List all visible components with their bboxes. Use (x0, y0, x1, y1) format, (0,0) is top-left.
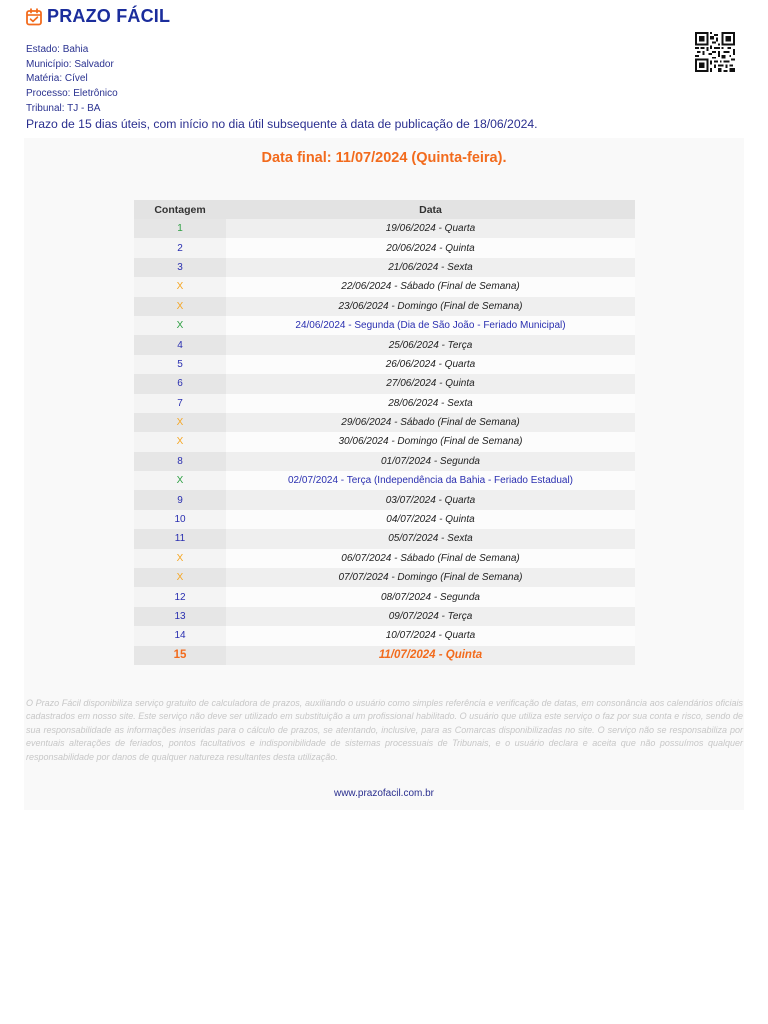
table-row (134, 374, 635, 393)
deadline-description: Prazo de 15 dias úteis, com início no dia útil subsequente à data de publicação de 18/06/2024. (26, 117, 538, 131)
row-date: 30/06/2024 - Domingo (Final de Semana) (226, 432, 635, 451)
row-date: 02/07/2024 - Terça (Independência da Bahia - Feriado Estadual) (226, 471, 635, 490)
table-row (134, 529, 635, 548)
row-date: 05/07/2024 - Sexta (226, 529, 635, 548)
table-row (134, 432, 635, 451)
final-date: Data final: 11/07/2024 (Quinta-feira). (261, 150, 507, 166)
row-count: 2 (134, 238, 226, 257)
row-count: 7 (134, 394, 226, 413)
table-body (134, 219, 635, 665)
row-date: 22/06/2024 - Sábado (Final de Semana) (226, 277, 635, 296)
meta-processo: Processo: Eletrônico (26, 88, 118, 100)
table-row (134, 626, 635, 645)
row-date: 21/06/2024 - Sexta (226, 258, 635, 277)
row-count: X (134, 471, 226, 490)
row-count: 5 (134, 355, 226, 374)
table-row (134, 316, 635, 335)
row-date: 28/06/2024 - Sexta (226, 394, 635, 413)
row-count: X (134, 316, 226, 335)
row-date: 04/07/2024 - Quinta (226, 510, 635, 529)
row-date: 07/07/2024 - Domingo (Final de Semana) (226, 568, 635, 587)
row-count: 6 (134, 374, 226, 393)
table-header-row (134, 200, 635, 219)
row-date: 01/07/2024 - Segunda (226, 452, 635, 471)
row-date: 11/07/2024 - Quinta (226, 646, 635, 665)
meta-municipio: Município: Salvador (26, 58, 114, 70)
row-date: 10/07/2024 - Quarta (226, 626, 635, 645)
row-count: 10 (134, 510, 226, 529)
row-count: 9 (134, 490, 226, 509)
row-date: 23/06/2024 - Domingo (Final de Semana) (226, 297, 635, 316)
row-date: 20/06/2024 - Quinta (226, 238, 635, 257)
meta-estado: Estado: Bahia (26, 44, 89, 55)
table-row (134, 587, 635, 606)
row-count: 13 (134, 607, 226, 626)
case-info (26, 43, 118, 117)
row-count: 1 (134, 219, 226, 238)
row-count: 11 (134, 529, 226, 548)
table-row (134, 646, 635, 665)
calendar-check-icon (25, 8, 43, 26)
table-row (134, 335, 635, 354)
table-row (134, 471, 635, 490)
header-date: Data (226, 200, 635, 219)
table-row (134, 394, 635, 413)
qr-code-icon (695, 32, 735, 72)
row-date: 19/06/2024 - Quarta (226, 219, 635, 238)
meta-materia: Matéria: Cível (26, 73, 88, 85)
table-row (134, 219, 635, 238)
row-date: 26/06/2024 - Quarta (226, 355, 635, 374)
row-count: 3 (134, 258, 226, 277)
row-count: 4 (134, 335, 226, 354)
table-row (134, 238, 635, 257)
row-date: 27/06/2024 - Quinta (226, 374, 635, 393)
brand-name: PRAZO FÁCIL (47, 6, 171, 26)
meta-tribunal: Tribunal: TJ - BA (26, 102, 101, 114)
row-count: X (134, 432, 226, 451)
table-row (134, 355, 635, 374)
table-row (134, 258, 635, 277)
row-count: X (134, 413, 226, 432)
row-date: 06/07/2024 - Sábado (Final de Semana) (226, 549, 635, 568)
table-row (134, 510, 635, 529)
row-date: 25/06/2024 - Terça (226, 335, 635, 354)
row-count: 12 (134, 587, 226, 606)
table-row (134, 413, 635, 432)
brand-logo (25, 6, 170, 27)
row-count: X (134, 568, 226, 587)
table-row (134, 568, 635, 587)
row-date: 03/07/2024 - Quarta (226, 490, 635, 509)
table-row (134, 297, 635, 316)
table-row (134, 277, 635, 296)
table-row (134, 452, 635, 471)
row-count: 8 (134, 452, 226, 471)
table-row (134, 490, 635, 509)
disclaimer-text: O Prazo Fácil disponibiliza serviço gratuito de calculadora de prazos, auxiliando o usuário como simples referência e verificação de datas, em consonância aos calendários oficiais cadastrados em nosso site. Este serviço não deve ser utilizado em substituição a um profissional habilitado. O usuário que utiliza este serviço o faz por sua conta e risco, sendo de sua responsabilidade as informações inseridas para o cálculo de prazos, se atentando, inclusive, para as Comarcas disponibilizadas no site. O serviço não se responsabiliza por eventuais alterações de feriados, pontos facultativos e indisponibilidade de sistemas processuais de Tribunais, e o usuário declara e aceita que não possuímos qualquer responsabilidade por danos de qualquer natureza resultantes desta utilização. (26, 698, 743, 762)
row-date: 09/07/2024 - Terça (226, 607, 635, 626)
row-date: 08/07/2024 - Segunda (226, 587, 635, 606)
site-link[interactable]: www.prazofacil.com.br (333, 788, 435, 799)
table-row (134, 607, 635, 626)
header-count: Contagem (134, 200, 226, 219)
row-count: X (134, 277, 226, 296)
count-table (134, 200, 635, 665)
row-count: 14 (134, 626, 226, 645)
row-date: 29/06/2024 - Sábado (Final de Semana) (226, 413, 635, 432)
row-count: X (134, 297, 226, 316)
row-count: 15 (134, 646, 226, 665)
row-count: X (134, 549, 226, 568)
row-date: 24/06/2024 - Segunda (Dia de São João - Feriado Municipal) (226, 316, 635, 335)
table-row (134, 549, 635, 568)
